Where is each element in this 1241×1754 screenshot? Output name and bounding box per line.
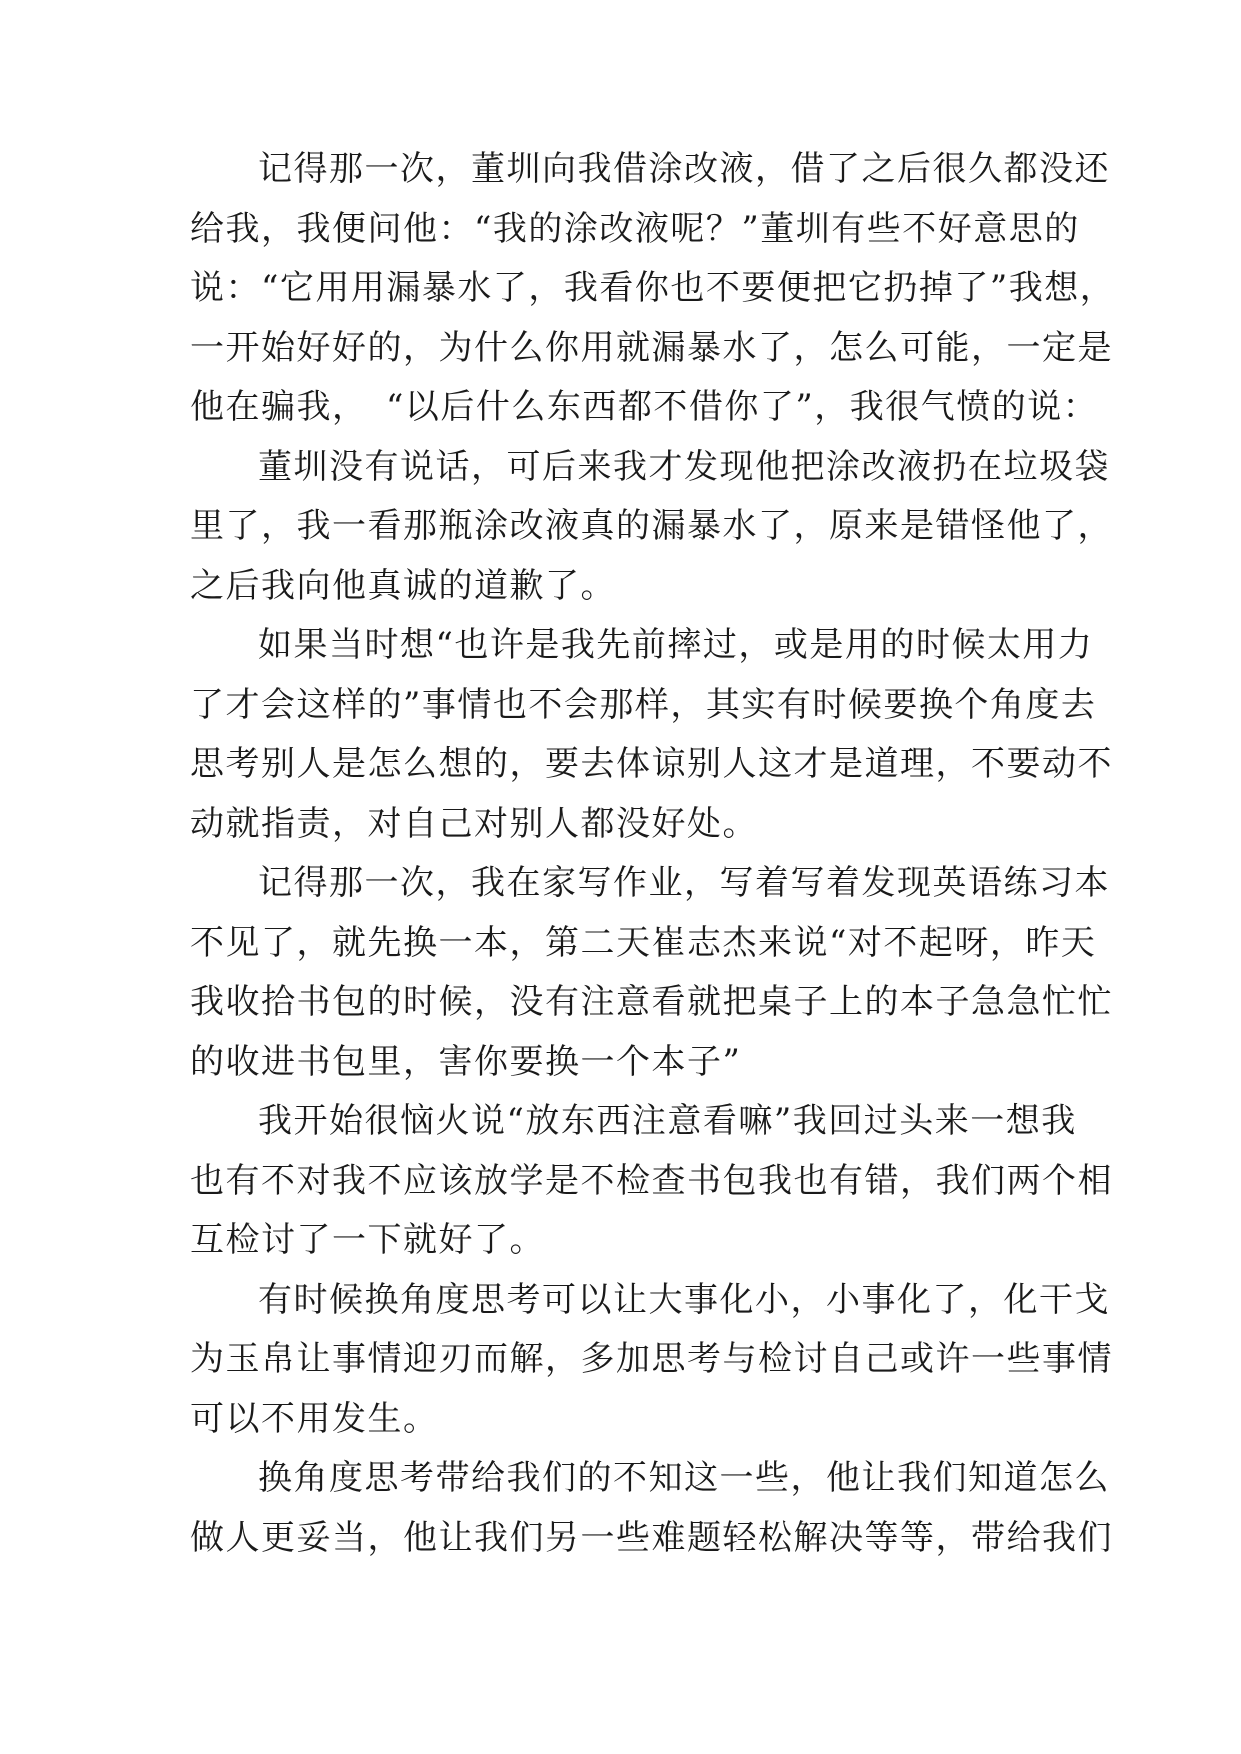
text-line: 给我，我便问他：“我的涂改液呢？”董圳有些不好意思的	[190, 208, 1080, 249]
text-line: 不见了，就先换一本，第二天崔志杰来说“对不起呀，昨天	[190, 922, 1097, 963]
text-line: 换角度思考带给我们的不知这一些，他让我们知道怎么	[258, 1458, 1110, 1498]
text-line: 有时候换角度思考可以让大事化小，小事化了，化干戈	[258, 1279, 1110, 1320]
text-line: 里了，我一看那瓶涂改液真的漏暴水了，原来是错怪他了，	[190, 506, 1113, 546]
text-line: 互检讨了一下就好了。	[190, 1220, 545, 1260]
text-line: 了才会这样的”事情也不会那样，其实有时候要换个角度去	[190, 684, 1097, 725]
text-line: 思考别人是怎么想的，要去体谅别人这才是道理，不要动不	[190, 744, 1113, 784]
text-line: 董圳没有说话，可后来我才发现他把涂改液扔在垃圾袋	[258, 446, 1110, 487]
text-line: 如果当时想“也许是我先前摔过，或是用的时候太用力	[258, 625, 1094, 665]
text-line: 我开始很恼火说“放东西注意看嘛”我回过头来一想我	[258, 1101, 1077, 1141]
text-line: 动就指责，对自己对别人都没好处。	[190, 803, 758, 844]
text-line: 的收进书包里，害你要换一个本子”	[190, 1041, 742, 1082]
text-line: 说：“它用用漏暴水了，我看你也不要便把它扔掉了”我想，	[190, 268, 1116, 308]
text-line: 之后我向他真诚的道歉了。	[190, 565, 616, 606]
body-text	[190, 140, 1116, 1568]
text-line: 也有不对我不应该放学是不检查书包我也有错，我们两个相	[190, 1160, 1113, 1201]
text-line: 一开始好好的，为什么你用就漏暴水了，怎么可能，一定是	[190, 327, 1113, 368]
text-line: 为玉帛让事情迎刃而解，多加思考与检讨自己或许一些事情	[190, 1339, 1113, 1379]
text-line: 他在骗我， “以后什么东西都不借你了”，我很气愤的说：	[190, 387, 1099, 427]
text-line: 做人更妥当，他让我们另一些难题轻松解决等等，带给我们	[190, 1517, 1113, 1558]
text-line: 我收拾书包的时候，没有注意看就把桌子上的本子急急忙忙	[190, 982, 1113, 1022]
text-line: 可以不用发生。	[190, 1398, 439, 1439]
text-line: 记得那一次，我在家写作业，写着写着发现英语练习本	[258, 863, 1110, 903]
text-line: 记得那一次，董圳向我借涂改液，借了之后很久都没还	[258, 149, 1110, 189]
